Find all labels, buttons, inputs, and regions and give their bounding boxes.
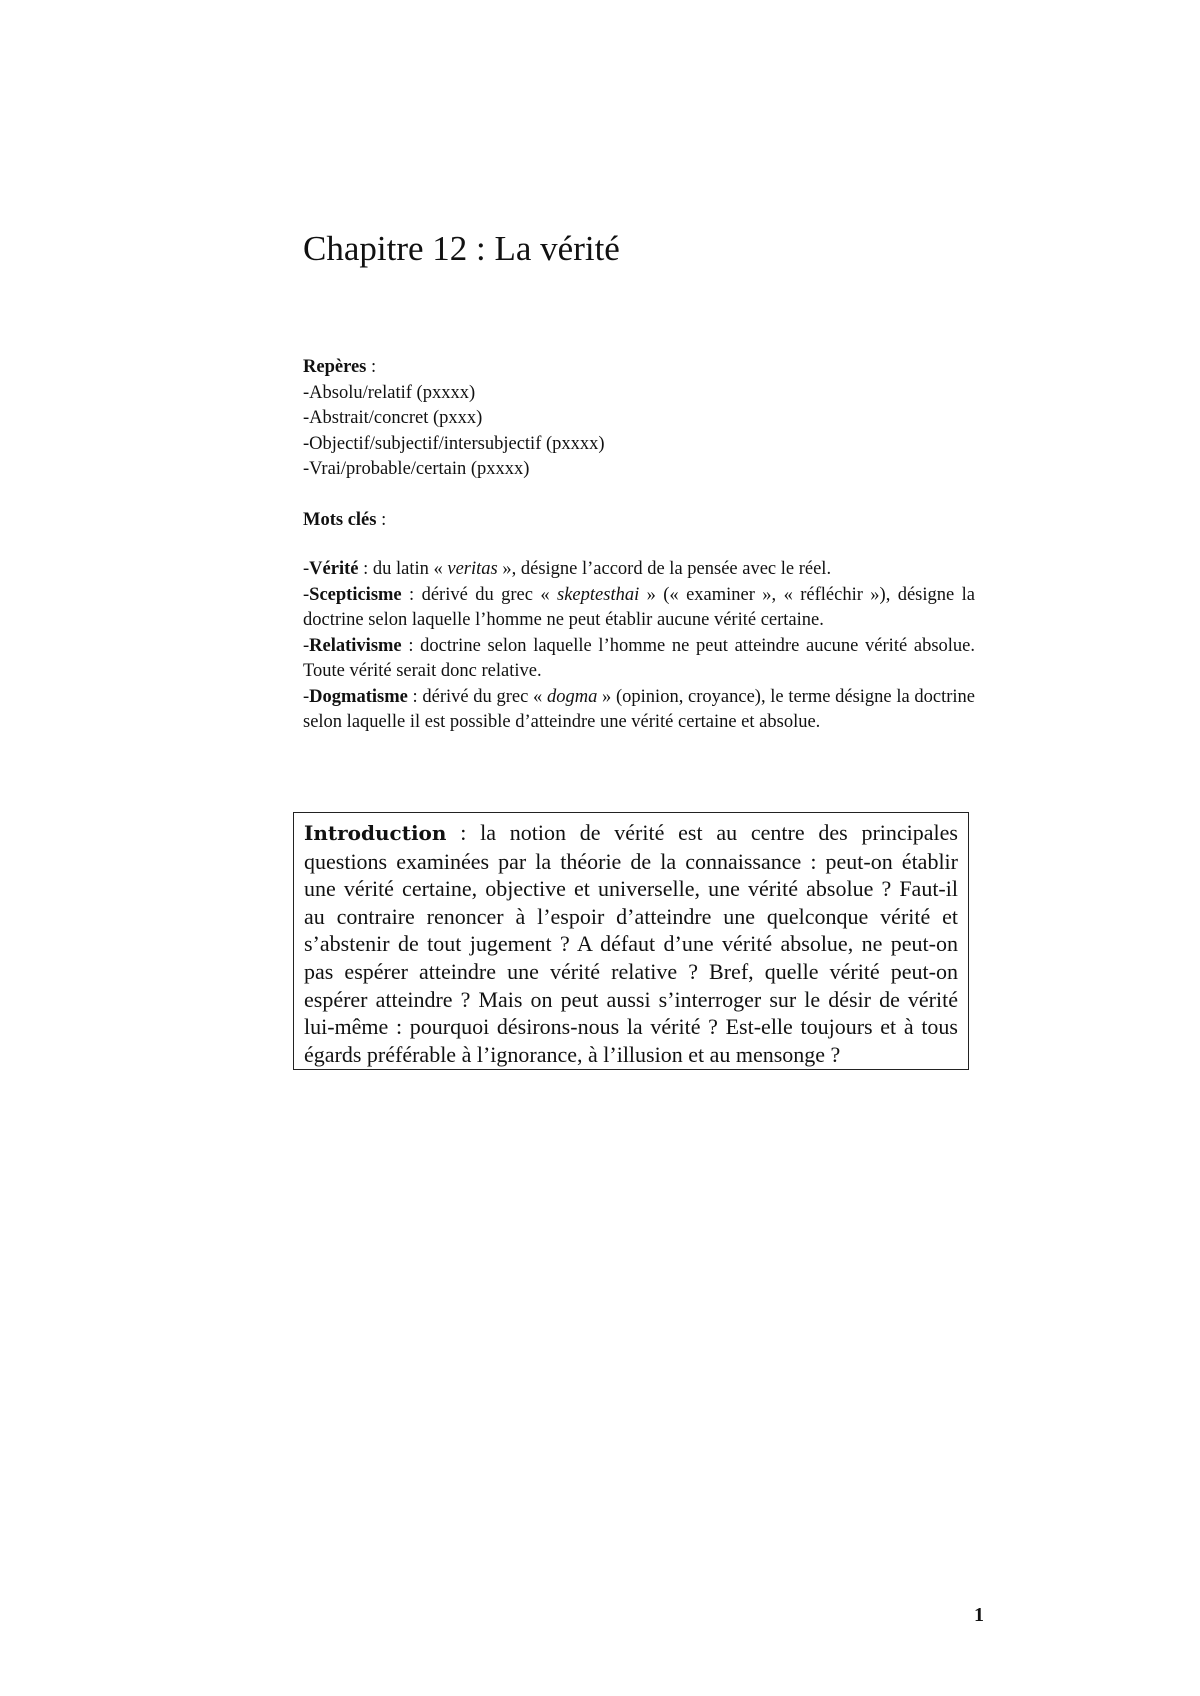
- introduction-label: Introduction: [304, 821, 447, 845]
- reperes-heading: Repères: [303, 357, 367, 377]
- definition-text: » (opinion, croyance), le terme désigne la doctrine selon laquelle il est possible d’atteindre une vérité certaine et absolue.: [303, 686, 976, 732]
- definition-verite: [303, 557, 975, 583]
- reperes-item: -Objectif/subjectif/intersubjectif (pxxxx): [303, 433, 605, 454]
- definition-term: Scepticisme: [309, 584, 402, 605]
- definition-term: Dogmatisme: [309, 686, 408, 707]
- reperes-item: -Absolu/relatif (pxxxx): [303, 382, 476, 403]
- reperes-item: -Abstrait/concret (pxxx): [303, 408, 483, 428]
- definition-prefix: -: [303, 686, 310, 707]
- definition-prefix: -: [303, 584, 310, 605]
- introduction-text: : la notion de vérité est au centre des principales questions examinées par la théorie de la connaissance : peut-on établir une vérité certaine, objective et universelle, une vérité absolue ? Faut-il au contraire renoncer à l’espoir d’atteindre une quelconque vérité et s’abstenir de tout jugement ? A défaut d’une vérité absolue, ne peut-on pas espérer atteindre une vérité relative ? Bref, quelle vérité peut-on espérer atteindre ? Mais on peut aussi s’interroger sur le désir de vérité lui-même : pourquoi désirons-nous la vérité ? Est-elle toujours et à tous égards préférable à l’ignorance, à l’illusion et au mensonge ?: [304, 820, 958, 1067]
- definition-text: : dérivé du grec «: [407, 686, 547, 707]
- page-number: 1: [974, 1604, 984, 1626]
- definition-scepticisme: [303, 583, 975, 634]
- definition-relativisme: [303, 634, 975, 685]
- mots-cles-section: [303, 508, 975, 534]
- definitions-list: [303, 557, 975, 736]
- definition-text: », désigne l’accord de la pensée avec le réel.: [497, 559, 832, 579]
- definition-term: Vérité: [309, 559, 359, 579]
- definition-dogmatisme: [303, 685, 975, 736]
- definition-term: Relativisme: [309, 635, 402, 656]
- reperes-heading-line: [303, 355, 975, 381]
- chapter-title: Chapitre 12 : La vérité: [303, 229, 620, 268]
- definition-text: : doctrine selon laquelle l’homme ne peut atteindre aucune vérité absolue. Toute vérité serait donc relative.: [303, 635, 975, 681]
- definition-etymon: dogma: [546, 686, 598, 707]
- definition-text: » (« examiner », « réfléchir »), désigne la doctrine selon laquelle l’homme ne peut établir aucune vérité certaine.: [303, 584, 975, 630]
- definition-etymon: veritas: [447, 559, 498, 579]
- mots-cles-heading: Mots clés: [303, 510, 377, 530]
- definition-text: : du latin «: [358, 559, 448, 579]
- definition-text: : dérivé du grec «: [401, 584, 558, 605]
- reperes-item: -Vrai/probable/certain (pxxxx): [303, 459, 530, 479]
- mots-cles-heading-line: [303, 508, 975, 534]
- mots-cles-heading-suffix: :: [376, 510, 387, 530]
- reperes-heading-suffix: :: [366, 357, 377, 377]
- reperes-section: [303, 355, 975, 483]
- definition-prefix: -: [303, 559, 310, 579]
- introduction-box: [293, 812, 969, 1070]
- definition-prefix: -: [303, 635, 310, 656]
- definition-etymon: skeptesthai: [557, 584, 640, 605]
